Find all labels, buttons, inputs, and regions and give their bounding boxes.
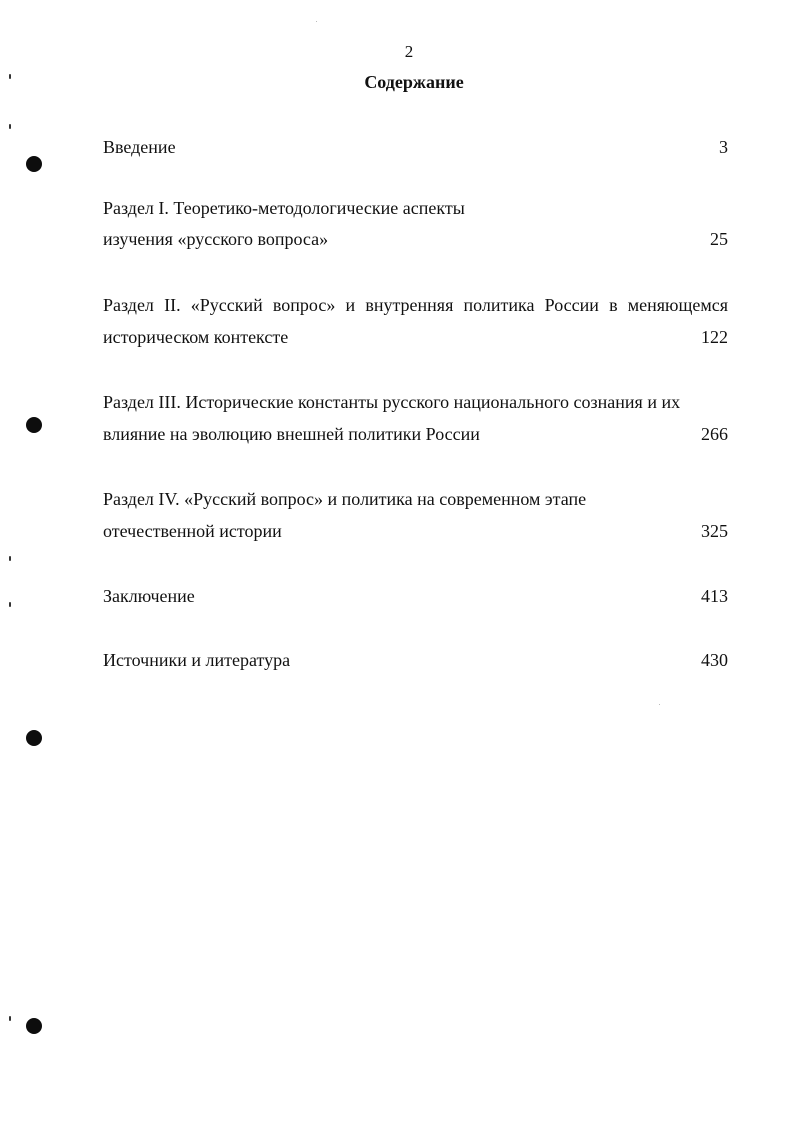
scan-mark	[9, 602, 11, 607]
toc-entry-text: Заключение	[103, 586, 195, 606]
toc-entry-section-2	[103, 294, 728, 316]
toc-entry-page: 325	[701, 521, 728, 541]
toc-entry-page: 266	[701, 424, 728, 444]
binder-hole-4	[26, 1018, 42, 1034]
scan-mark	[9, 124, 11, 129]
page-title: Содержание	[364, 72, 464, 92]
scan-dot	[316, 21, 317, 22]
toc-entry-page: 3	[719, 137, 728, 157]
scan-dot	[659, 704, 660, 705]
toc-entry-text: Источники и литература	[103, 650, 291, 670]
page-number: 2	[404, 42, 414, 61]
toc-entry-text: Раздел I. Теоретико-методологические аспекты	[103, 198, 465, 218]
toc-entry-text: Введение	[103, 137, 176, 157]
binder-hole-3	[26, 730, 42, 746]
scan-mark	[9, 556, 11, 561]
toc-entry-text: Раздел IV. «Русский вопрос» и политика на современном этапе	[103, 489, 587, 509]
toc-entry-text: Раздел III. Исторические константы русского национального сознания и их	[103, 392, 681, 412]
toc-entry-page: 25	[710, 229, 728, 249]
toc-entry-page: 122	[701, 327, 728, 347]
toc-entry-text: Раздел II. «Русский вопрос» и внутренняя политика России в меняющемся	[103, 295, 728, 315]
toc-entry-page: 430	[701, 650, 728, 670]
binder-hole-1	[26, 156, 42, 172]
toc-entry-text: изучения «русского вопроса»	[103, 229, 329, 249]
toc-entry-text: отечественной истории	[103, 521, 282, 541]
binder-hole-2	[26, 417, 42, 433]
toc-entry-text: влияние на эволюцию внешней политики России	[103, 424, 480, 444]
toc-entry-text: историческом контексте	[103, 327, 289, 347]
scan-mark	[9, 1016, 11, 1021]
toc-entry-page: 413	[701, 586, 728, 606]
